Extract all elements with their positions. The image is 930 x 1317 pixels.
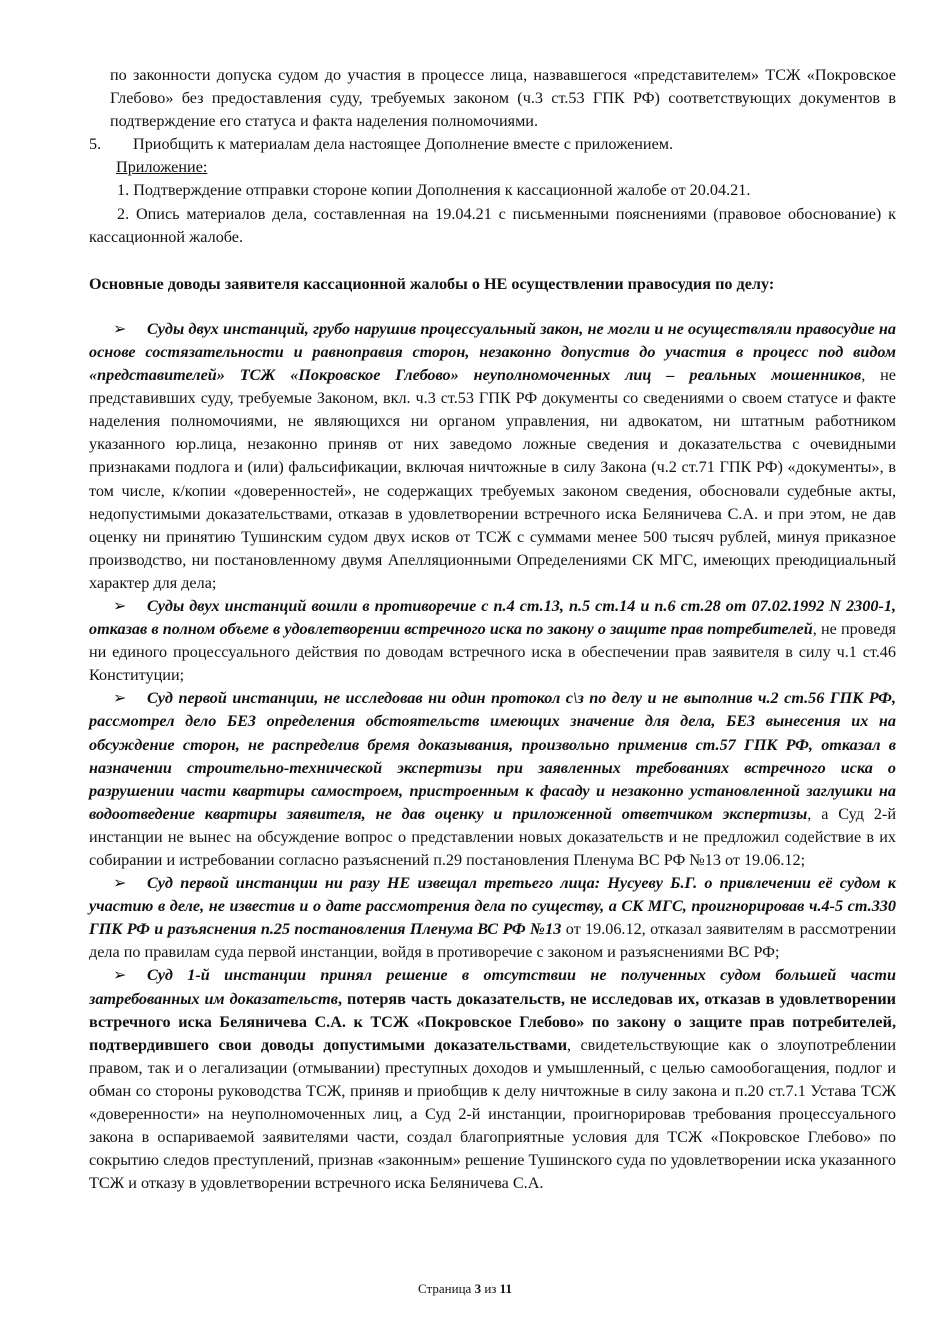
footer-prefix: Страница xyxy=(418,1281,472,1296)
argument-item-5 xyxy=(89,964,896,1195)
section-heading: Основные доводы заявителя кассационной жалобы о НЕ осуществлении правосудия по делу: xyxy=(89,274,775,293)
arrow-bullet-icon: ➢ xyxy=(113,874,127,893)
argument-emphasis: Суд 1-й инстанции принял решение в отсутствии не полученных судом большей части затребованных им доказательств xyxy=(89,966,896,1008)
argument-text: , не представивших суду, требуемые Законом, вкл. ч.3 ст.53 ГПК РФ документы со сведениями о своем статусе и факте наделения полномочиями, не являющихся ни органом управления, ни адвокатом, ни штатным работником указанного юр.лица, незаконно приняв от них заведомо ложные сведения и доказательства с очевидными признаками подлога и (или) фальсификации, включая ничтожные в силу Закона (ч.2 ст.71 ГПК РФ) «документы», в том числе, к/копии «доверенностей», не содержащих требуемых законом сведения, обосновали судебные акты, недопустимыми доказательствами, отказав в удовлетворении встречного иска Беляничева С.А. и при этом, не дав оценку ни принятию Тушинским судом двух исков от ТСЖ с суммами менее 500 тысяч рублей, минуя приказное производство, ни постановленному двумя Апелляционными Определениями СК МГС, имеющих преюдициальный характер для дела; xyxy=(89,366,896,592)
list-item-5 xyxy=(89,133,896,156)
arrow-bullet-icon: ➢ xyxy=(113,319,127,338)
argument-emphasis: Суды двух инстанций вошли в противоречие с п.4 ст.13, п.5 ст.14 и п.6 ст.28 от 07.02.1992 N 2300-1, отказав в полном объеме в удовлетворении встречного иска по закону о защите прав потребителей xyxy=(89,596,896,639)
argument-text: от 19.06.12, отказал заявителям в рассмотрении дела по правилам суда первой инстанции, войдя в противоречие с законом и разъяснениями ВС РФ; xyxy=(89,920,897,962)
argument-item-3 xyxy=(89,687,896,872)
argument-bold: , потеряв часть доказательств, не исследовав их, отказав в удовлетворении встречного иска Беляничева С.А. к ТСЖ «Покровское Глебово» по закону о защите прав потребителей, подтвердившего свои доводы допустимыми доказательствами xyxy=(89,989,896,1054)
argument-item-2 xyxy=(89,595,896,687)
list-item-text: Приобщить к материалам дела настоящее Дополнение вместе с приложением. xyxy=(133,135,674,154)
argument-item-4 xyxy=(89,872,896,964)
footer-middle: из xyxy=(484,1281,497,1296)
arrow-bullet-icon: ➢ xyxy=(113,689,127,708)
argument-item-1 xyxy=(89,318,896,595)
document-body xyxy=(89,64,896,1195)
annex-item-1: 1. Подтверждение отправки стороне копии Дополнения к кассационной жалобе от 20.04.21. xyxy=(117,181,751,200)
arrow-bullet-icon: ➢ xyxy=(113,596,127,615)
annex-heading: Приложение: xyxy=(116,158,208,177)
argument-emphasis: Суды двух инстанций, грубо нарушив процессуальный закон, не могли и не осуществляли правосудие на основе состязательности и равноправия сторон, незаконно допустив до участия в процесс под видом «представителей» ТСЖ «Покровское Глебово» неуполномоченных лиц – реальных мошенников xyxy=(89,319,896,385)
footer-page-number: 3 xyxy=(474,1281,482,1296)
argument-emphasis: Суд первой инстанции ни разу НЕ извещал третьего лица: Нусуеву Б.Г. о привлечении её судом к участию в деле, не известив и о дате рассмотрения дела по существу, а СК МГС, проигнорировав ч.4-5 ст.330 ГПК РФ и разъяснения п.25 постановления Пленума ВС РФ №13 xyxy=(89,874,896,939)
page-footer xyxy=(0,1281,930,1297)
arrow-bullet-icon: ➢ xyxy=(113,966,127,985)
argument-text: , а Суд 2-й инстанции не вынес на обсуждение вопрос о представлении новых доказательств и не предложил содействие в их собирании и истребовании согласно разъяснений п.29 постановления Пленума ВС РФ №13 от 19.06.12; xyxy=(89,804,896,869)
argument-text: , свидетельствующие как о злоупотреблении правом, так и о легализации (отмывании) преступных доходов и умышленный, с целью самообогащения, подлог и обман со стороны руководства ТСЖ, приняв и приобщив к делу ничтожные в силу закона и п.20 ст.7.1 Устава ТСЖ «доверенности» на неуполномоченных лиц, а Суд 2-й инстанции, проигнорировав требования процессуального закона в оспариваемой заявителями части, создал благоприятные условия для ТСЖ «Покровское Глебово» по сокрытию следов преступлений, признав «законным» решение Тушинского суда по удовлетворении иска указанного ТСЖ и отказу в удовлетворении встречного иска Беляничева С.А. xyxy=(89,1035,896,1193)
list-item-number: 5. xyxy=(89,135,102,154)
argument-text: , не проведя ни единого процессуального действия по доводам встречного иска в обеспечении прав заявителя в силу ч.1 ст.46 Конституции; xyxy=(89,620,897,685)
argument-emphasis: Суд первой инстанции, не исследовав ни один протокол с\з по делу и не выполнив ч.2 ст.56 ГПК РФ, рассмотрел дело БЕЗ определения обстоятельств имеющих значение для дела, БЕЗ вынесения их на обсуждение сторон, не распределив бремя доказывания, произвольно применив ст.57 ГПК РФ, отказал в назначении строительно-технической экспертизы при заявленных требованиях встречного иска о разрушении части квартиры самостроем, пристроенным к фасаду и незаконно установленной заглушки на водоотведение квартиры заявителя, не дав оценку и приложенной ответчиком экспертизы xyxy=(89,689,896,823)
annex-item-2: 2. Опись материалов дела, составленная на 19.04.21 с письменными пояснениями (правовое обоснование) к кассационной жалобе. xyxy=(89,204,896,246)
continuation-paragraph: по законности допуска судом до участия в процессе лица, назвавшегося «представителем» ТСЖ «Покровское Глебово» без предоставления суду, требуемых законом (ч.3 ст.53 ГПК РФ) соответствующих документов в подтверждение его статуса и факта наделения полномочиями. xyxy=(110,66,896,131)
footer-page-total: 11 xyxy=(499,1281,512,1296)
